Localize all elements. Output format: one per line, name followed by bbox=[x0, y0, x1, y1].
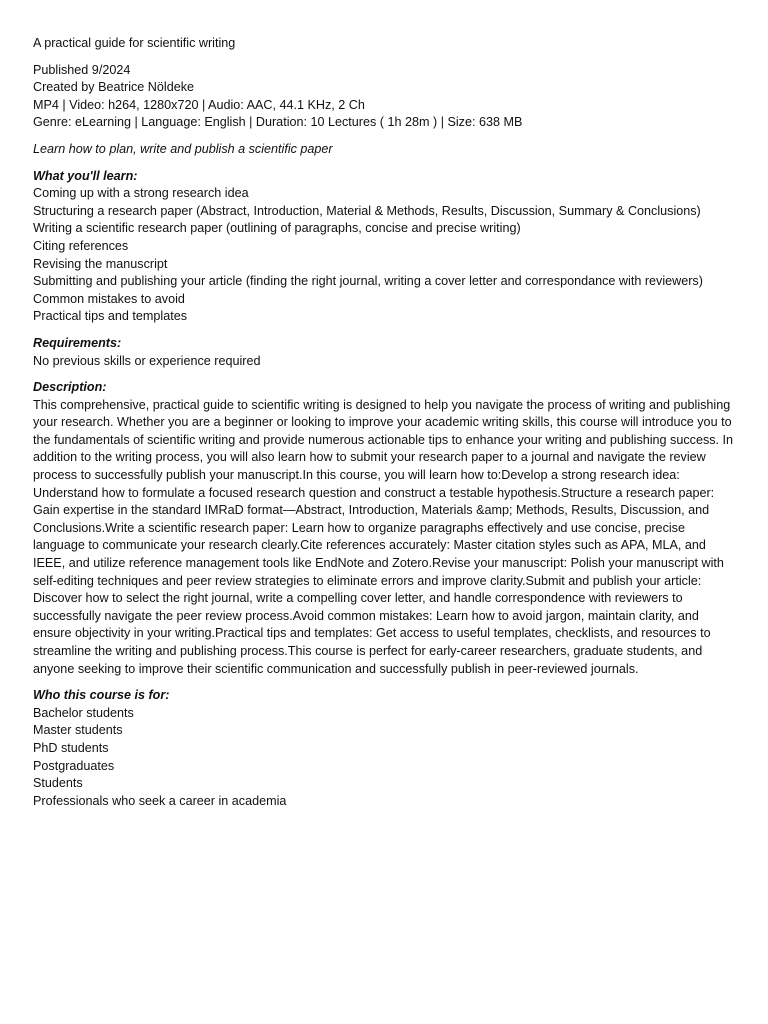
published-date: Published 9/2024 bbox=[33, 62, 131, 77]
document-title: A practical guide for scientific writing bbox=[33, 36, 236, 50]
requirements-heading: Requirements: bbox=[33, 335, 122, 350]
title-block bbox=[33, 35, 738, 53]
description-text: This comprehensive, practical guide to scientific writing is designed to help you navigate the process of writing and publishing your research. Whether you are a beginner or looking to improve your academic writing skills, this course will introduce you to the fundamentals of scientific writing and provide numerous actionable tips to enhance your writing and publishing success. In addition to the writing process, you will also learn how to submit your research paper to a journal and navigate the review process to successfully publish your manuscript.In this course, you will learn how to:Develop a strong research idea: Understand how to formulate a focused research question and construct a testable hypothesis.Structure a research paper: Gain expertise in the standard IMRaD format—Abstract, Introduction, Materials &amp; Methods, Results, Discussion, and Conclusions.Write a scientific research paper: Learn how to organize paragraphs effectively and use concise, precise language to communicate your research clearly.Cite references accurately: Master citation styles such as APA, MLA, and IEEE, and utilize reference management tools like EndNote and Zotero.Revise your manuscript: Polish your manuscript with self-editing techniques and peer review strategies to eliminate errors and improve clarity.Submit and publish your article: Discover how to select the right journal, write a compelling cover letter, and handle correspondence with reviewers to successfully navigate the peer review process.Avoid common mistakes: Learn how to avoid jargon, maintain clarity, and ensure objectivity in your writing.Practical tips and templates: Get access to useful templates, checklists, and resources to streamline the writing and publishing process.This course is perfect for early-career researchers, graduate students, and anyone seeking to improve their scientific communication and successfully publish in peer-reviewed journals. bbox=[33, 397, 734, 676]
audience-list bbox=[33, 705, 738, 811]
list-item: No previous skills or experience required bbox=[33, 353, 261, 368]
list-item: Revising the manuscript bbox=[33, 256, 168, 271]
learn-list bbox=[33, 185, 738, 326]
tagline-block bbox=[33, 141, 738, 159]
author: Created by Beatrice Nöldeke bbox=[33, 80, 195, 95]
learn-heading: What you'll learn: bbox=[33, 168, 138, 183]
list-item: Students bbox=[33, 776, 83, 791]
description-heading: Description: bbox=[33, 380, 107, 395]
list-item: Bachelor students bbox=[33, 705, 134, 720]
list-item: Coming up with a strong research idea bbox=[33, 186, 249, 201]
list-item: Common mistakes to avoid bbox=[33, 291, 185, 306]
audience-heading: Who this course is for: bbox=[33, 688, 170, 703]
list-item: Submitting and publishing your article (finding the right journal, writing a cover letter and correspondance with reviewers) bbox=[33, 274, 703, 289]
learn-section bbox=[33, 168, 738, 326]
list-item: PhD students bbox=[33, 740, 109, 755]
list-item: Structuring a research paper (Abstract, Introduction, Material & Methods, Results, Discussion, Summary & Conclusions) bbox=[33, 203, 701, 218]
course-info: Genre: eLearning | Language: English | Duration: 10 Lectures ( 1h 28m ) | Size: 638 MB bbox=[33, 115, 523, 130]
requirements-list bbox=[33, 353, 738, 371]
list-item: Postgraduates bbox=[33, 758, 115, 773]
list-item: Practical tips and templates bbox=[33, 309, 187, 324]
list-item: Citing references bbox=[33, 238, 129, 253]
list-item: Master students bbox=[33, 723, 123, 738]
description-section bbox=[33, 379, 738, 678]
media-format: MP4 | Video: h264, 1280x720 | Audio: AAC, 44.1 KHz, 2 Ch bbox=[33, 97, 365, 112]
list-item: Professionals who seek a career in academia bbox=[33, 793, 287, 808]
tagline: Learn how to plan, write and publish a scientific paper bbox=[33, 141, 333, 156]
meta-block bbox=[33, 62, 738, 132]
audience-section bbox=[33, 687, 738, 810]
list-item: Writing a scientific research paper (outlining of paragraphs, concise and precise writing) bbox=[33, 221, 521, 236]
requirements-section bbox=[33, 335, 738, 370]
